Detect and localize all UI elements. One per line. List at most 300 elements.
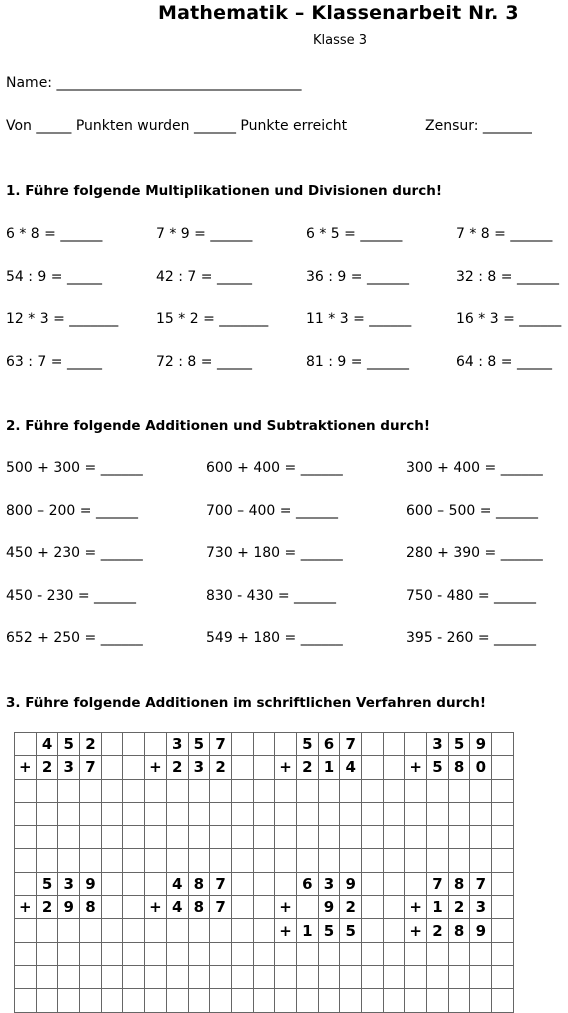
grid-cell[interactable]: [492, 826, 514, 849]
grid-cell[interactable]: 1: [318, 756, 340, 779]
grid-cell[interactable]: [15, 826, 37, 849]
grid-cell[interactable]: [123, 896, 145, 919]
grid-cell[interactable]: [427, 779, 449, 802]
grid-cell[interactable]: [123, 849, 145, 872]
grid-cell[interactable]: [470, 965, 492, 988]
grid-cell[interactable]: 9: [318, 896, 340, 919]
grid-cell[interactable]: [296, 965, 318, 988]
grid-cell[interactable]: +: [15, 756, 37, 779]
grid-cell[interactable]: [383, 872, 405, 895]
grid-cell[interactable]: [188, 826, 210, 849]
math-problem[interactable]: 42 : 7 = _____: [156, 269, 252, 285]
grid-cell[interactable]: [36, 989, 58, 1012]
grid-cell[interactable]: [15, 779, 37, 802]
grid-cell[interactable]: [123, 919, 145, 942]
grid-cell[interactable]: [275, 802, 297, 825]
grid-cell[interactable]: [58, 989, 80, 1012]
grid-cell[interactable]: [318, 989, 340, 1012]
grid-cell[interactable]: [80, 965, 102, 988]
grid-cell[interactable]: [427, 965, 449, 988]
math-problem[interactable]: 500 + 300 = ______: [6, 460, 143, 476]
grid-cell[interactable]: [101, 779, 123, 802]
grid-cell[interactable]: [58, 779, 80, 802]
grid-cell[interactable]: [405, 942, 427, 965]
grid-cell[interactable]: [405, 733, 427, 756]
grid-cell[interactable]: [492, 896, 514, 919]
grid-cell[interactable]: [318, 965, 340, 988]
grid-cell[interactable]: 3: [188, 756, 210, 779]
grid-cell[interactable]: [145, 965, 167, 988]
grid-cell[interactable]: [101, 942, 123, 965]
grid-cell[interactable]: 0: [470, 756, 492, 779]
grid-cell[interactable]: [296, 896, 318, 919]
math-problem[interactable]: 830 - 430 = ______: [206, 588, 337, 604]
grid-cell[interactable]: [101, 919, 123, 942]
math-problem[interactable]: 300 + 400 = ______: [406, 460, 543, 476]
grid-cell[interactable]: 2: [166, 756, 188, 779]
grid-cell[interactable]: [383, 919, 405, 942]
grid-cell[interactable]: 3: [58, 872, 80, 895]
grid-cell[interactable]: 3: [470, 896, 492, 919]
grid-cell[interactable]: 7: [210, 872, 232, 895]
math-problem[interactable]: 36 : 9 = ______: [306, 269, 409, 285]
grid-cell[interactable]: 9: [80, 872, 102, 895]
grid-cell[interactable]: [101, 802, 123, 825]
grid-cell[interactable]: 8: [188, 872, 210, 895]
math-problem[interactable]: 7 * 9 = ______: [156, 226, 253, 242]
math-problem[interactable]: 652 + 250 = ______: [6, 630, 143, 646]
grid-cell[interactable]: [36, 849, 58, 872]
grid-cell[interactable]: [210, 942, 232, 965]
grid-cell[interactable]: [296, 802, 318, 825]
math-problem[interactable]: 450 - 230 = ______: [6, 588, 137, 604]
grid-cell[interactable]: 6: [318, 733, 340, 756]
math-problem[interactable]: 549 + 180 = ______: [206, 630, 343, 646]
grid-cell[interactable]: [318, 779, 340, 802]
grid-cell[interactable]: [210, 965, 232, 988]
grid-cell[interactable]: [296, 826, 318, 849]
grid-cell[interactable]: [231, 826, 253, 849]
grid-cell[interactable]: [58, 942, 80, 965]
grid-cell[interactable]: [36, 802, 58, 825]
grid-cell[interactable]: [15, 989, 37, 1012]
grid-cell[interactable]: +: [405, 756, 427, 779]
grid-cell[interactable]: [101, 896, 123, 919]
math-problem[interactable]: 64 : 8 = _____: [456, 354, 552, 370]
grid-cell[interactable]: [166, 989, 188, 1012]
grid-cell[interactable]: [188, 989, 210, 1012]
grid-cell[interactable]: [427, 989, 449, 1012]
grid-cell[interactable]: 9: [470, 919, 492, 942]
grid-cell[interactable]: [253, 872, 275, 895]
grid-cell[interactable]: [448, 802, 470, 825]
grid-cell[interactable]: 5: [448, 733, 470, 756]
grid-cell[interactable]: [253, 779, 275, 802]
grid-cell[interactable]: 2: [80, 733, 102, 756]
grid-cell[interactable]: [101, 872, 123, 895]
math-problem[interactable]: 12 * 3 = _______: [6, 311, 119, 327]
grid-cell[interactable]: [145, 733, 167, 756]
grid-cell[interactable]: [231, 849, 253, 872]
grid-cell[interactable]: [101, 826, 123, 849]
grid-cell[interactable]: 7: [470, 872, 492, 895]
grid-cell[interactable]: [448, 849, 470, 872]
grade-field[interactable]: Zensur: _______: [425, 118, 532, 134]
grid-cell[interactable]: [383, 849, 405, 872]
grid-cell[interactable]: [275, 872, 297, 895]
grid-cell[interactable]: [166, 779, 188, 802]
grid-cell[interactable]: [383, 733, 405, 756]
grid-cell[interactable]: [80, 849, 102, 872]
grid-cell[interactable]: +: [275, 896, 297, 919]
grid-cell[interactable]: +: [145, 896, 167, 919]
math-problem[interactable]: 800 – 200 = ______: [6, 503, 138, 519]
grid-cell[interactable]: [427, 826, 449, 849]
grid-cell[interactable]: [470, 849, 492, 872]
grid-cell[interactable]: [275, 779, 297, 802]
grid-cell[interactable]: [340, 965, 362, 988]
grid-cell[interactable]: 5: [318, 919, 340, 942]
grid-cell[interactable]: 4: [166, 896, 188, 919]
grid-cell[interactable]: [470, 942, 492, 965]
grid-cell[interactable]: [15, 942, 37, 965]
math-problem[interactable]: 81 : 9 = ______: [306, 354, 409, 370]
grid-cell[interactable]: [362, 826, 384, 849]
grid-cell[interactable]: [296, 942, 318, 965]
grid-cell[interactable]: [166, 965, 188, 988]
math-problem[interactable]: 600 + 400 = ______: [206, 460, 343, 476]
grid-cell[interactable]: [253, 849, 275, 872]
grid-cell[interactable]: [210, 826, 232, 849]
grid-cell[interactable]: +: [405, 896, 427, 919]
grid-cell[interactable]: 9: [58, 896, 80, 919]
name-field[interactable]: Name: ___________________________________: [6, 75, 302, 91]
grid-cell[interactable]: 3: [58, 756, 80, 779]
grid-cell[interactable]: [383, 942, 405, 965]
grid-cell[interactable]: [492, 942, 514, 965]
grid-cell[interactable]: +: [15, 896, 37, 919]
grid-cell[interactable]: [58, 849, 80, 872]
grid-cell[interactable]: [318, 942, 340, 965]
grid-cell[interactable]: [492, 965, 514, 988]
grid-cell[interactable]: [231, 733, 253, 756]
grid-cell[interactable]: 5: [296, 733, 318, 756]
math-problem[interactable]: 750 - 480 = ______: [406, 588, 537, 604]
grid-cell[interactable]: 7: [210, 896, 232, 919]
grid-cell[interactable]: [470, 989, 492, 1012]
math-problem[interactable]: 450 + 230 = ______: [6, 545, 143, 561]
grid-cell[interactable]: [362, 989, 384, 1012]
grid-cell[interactable]: [80, 779, 102, 802]
grid-cell[interactable]: 8: [448, 919, 470, 942]
grid-cell[interactable]: [80, 919, 102, 942]
grid-cell[interactable]: [253, 802, 275, 825]
grid-cell[interactable]: [58, 965, 80, 988]
grid-cell[interactable]: [362, 942, 384, 965]
grid-cell[interactable]: 9: [470, 733, 492, 756]
grid-cell[interactable]: +: [405, 919, 427, 942]
math-problem[interactable]: 15 * 2 = _______: [156, 311, 269, 327]
grid-cell[interactable]: [383, 826, 405, 849]
grid-cell[interactable]: [362, 965, 384, 988]
grid-cell[interactable]: [492, 733, 514, 756]
math-problem[interactable]: 16 * 3 = ______: [456, 311, 562, 327]
grid-cell[interactable]: 4: [36, 733, 58, 756]
grid-cell[interactable]: 5: [58, 733, 80, 756]
grid-cell[interactable]: [405, 826, 427, 849]
grid-cell[interactable]: 5: [36, 872, 58, 895]
grid-cell[interactable]: [470, 779, 492, 802]
grid-cell[interactable]: [275, 826, 297, 849]
grid-cell[interactable]: [362, 802, 384, 825]
grid-cell[interactable]: 1: [296, 919, 318, 942]
grid-cell[interactable]: [275, 989, 297, 1012]
grid-cell[interactable]: [231, 756, 253, 779]
grid-cell[interactable]: [362, 733, 384, 756]
math-problem[interactable]: 54 : 9 = _____: [6, 269, 102, 285]
grid-cell[interactable]: [448, 779, 470, 802]
grid-cell[interactable]: [362, 919, 384, 942]
grid-cell[interactable]: 7: [340, 733, 362, 756]
grid-cell[interactable]: [492, 802, 514, 825]
grid-cell[interactable]: [253, 989, 275, 1012]
grid-cell[interactable]: 8: [188, 896, 210, 919]
grid-cell[interactable]: [427, 942, 449, 965]
grid-cell[interactable]: [188, 779, 210, 802]
grid-cell[interactable]: [80, 802, 102, 825]
grid-cell[interactable]: 2: [296, 756, 318, 779]
grid-cell[interactable]: [231, 919, 253, 942]
grid-cell[interactable]: [405, 779, 427, 802]
math-problem[interactable]: 6 * 8 = ______: [6, 226, 103, 242]
grid-cell[interactable]: [123, 733, 145, 756]
grid-cell[interactable]: 5: [427, 756, 449, 779]
math-problem[interactable]: 700 – 400 = ______: [206, 503, 338, 519]
grid-cell[interactable]: [492, 872, 514, 895]
grid-cell[interactable]: [123, 942, 145, 965]
grid-cell[interactable]: [166, 826, 188, 849]
grid-cell[interactable]: [166, 919, 188, 942]
math-problem[interactable]: 72 : 8 = _____: [156, 354, 252, 370]
grid-cell[interactable]: [296, 849, 318, 872]
grid-cell[interactable]: [253, 919, 275, 942]
grid-cell[interactable]: [340, 779, 362, 802]
grid-cell[interactable]: [362, 849, 384, 872]
grid-cell[interactable]: [123, 779, 145, 802]
grid-cell[interactable]: [80, 826, 102, 849]
grid-cell[interactable]: +: [275, 919, 297, 942]
grid-cell[interactable]: [318, 826, 340, 849]
grid-cell[interactable]: [383, 896, 405, 919]
grid-cell[interactable]: [166, 802, 188, 825]
math-problem[interactable]: 6 * 5 = ______: [306, 226, 403, 242]
grid-cell[interactable]: [58, 802, 80, 825]
grid-cell[interactable]: [145, 872, 167, 895]
grid-cell[interactable]: 8: [448, 756, 470, 779]
grid-cell[interactable]: [123, 802, 145, 825]
grid-cell[interactable]: [145, 779, 167, 802]
grid-cell[interactable]: [448, 942, 470, 965]
grid-cell[interactable]: 3: [166, 733, 188, 756]
grid-cell[interactable]: [427, 849, 449, 872]
grid-cell[interactable]: [231, 896, 253, 919]
grid-cell[interactable]: [231, 802, 253, 825]
grid-cell[interactable]: [405, 965, 427, 988]
grid-cell[interactable]: [210, 849, 232, 872]
grid-cell[interactable]: 9: [340, 872, 362, 895]
grid-cell[interactable]: 2: [36, 756, 58, 779]
grid-cell[interactable]: [383, 756, 405, 779]
math-problem[interactable]: 7 * 8 = ______: [456, 226, 553, 242]
grid-cell[interactable]: 5: [188, 733, 210, 756]
grid-cell[interactable]: [145, 942, 167, 965]
grid-cell[interactable]: [231, 989, 253, 1012]
grid-cell[interactable]: [340, 802, 362, 825]
grid-cell[interactable]: [253, 942, 275, 965]
grid-cell[interactable]: [405, 989, 427, 1012]
grid-cell[interactable]: 8: [80, 896, 102, 919]
grid-cell[interactable]: [15, 849, 37, 872]
grid-cell[interactable]: [101, 733, 123, 756]
grid-cell[interactable]: 3: [318, 872, 340, 895]
grid-cell[interactable]: [231, 965, 253, 988]
grid-cell[interactable]: [101, 989, 123, 1012]
grid-cell[interactable]: [405, 872, 427, 895]
grid-cell[interactable]: [231, 779, 253, 802]
grid-cell[interactable]: [340, 989, 362, 1012]
grid-cell[interactable]: 8: [448, 872, 470, 895]
grid-cell[interactable]: [362, 756, 384, 779]
math-problem[interactable]: 11 * 3 = ______: [306, 311, 412, 327]
grid-cell[interactable]: [275, 965, 297, 988]
grid-cell[interactable]: [448, 965, 470, 988]
grid-cell[interactable]: [36, 965, 58, 988]
grid-cell[interactable]: [101, 965, 123, 988]
grid-cell[interactable]: [470, 826, 492, 849]
grid-cell[interactable]: [123, 756, 145, 779]
grid-cell[interactable]: [15, 872, 37, 895]
grid-cell[interactable]: [448, 989, 470, 1012]
grid-cell[interactable]: +: [275, 756, 297, 779]
grid-cell[interactable]: [36, 826, 58, 849]
grid-cell[interactable]: 7: [427, 872, 449, 895]
grid-cell[interactable]: [145, 849, 167, 872]
grid-cell[interactable]: 2: [427, 919, 449, 942]
grid-cell[interactable]: [383, 779, 405, 802]
grid-cell[interactable]: [166, 942, 188, 965]
grid-cell[interactable]: [492, 849, 514, 872]
math-problem[interactable]: 600 – 500 = ______: [406, 503, 538, 519]
grid-cell[interactable]: [253, 826, 275, 849]
math-problem[interactable]: 32 : 8 = ______: [456, 269, 559, 285]
grid-cell[interactable]: [123, 965, 145, 988]
grid-cell[interactable]: [58, 826, 80, 849]
grid-cell[interactable]: [188, 919, 210, 942]
grid-cell[interactable]: [188, 965, 210, 988]
score-field[interactable]: Von _____ Punkten wurden ______ Punkte erreicht: [6, 118, 348, 134]
grid-cell[interactable]: 1: [427, 896, 449, 919]
grid-cell[interactable]: [15, 919, 37, 942]
grid-cell[interactable]: [340, 849, 362, 872]
grid-cell[interactable]: [15, 802, 37, 825]
grid-cell[interactable]: 4: [166, 872, 188, 895]
math-problem[interactable]: 63 : 7 = _____: [6, 354, 102, 370]
grid-cell[interactable]: [145, 826, 167, 849]
grid-cell[interactable]: 3: [427, 733, 449, 756]
grid-cell[interactable]: [492, 919, 514, 942]
grid-cell[interactable]: [296, 779, 318, 802]
grid-cell[interactable]: [340, 826, 362, 849]
grid-cell[interactable]: [36, 779, 58, 802]
grid-cell[interactable]: [362, 872, 384, 895]
grid-cell[interactable]: [318, 802, 340, 825]
grid-cell[interactable]: [253, 733, 275, 756]
grid-cell[interactable]: [383, 802, 405, 825]
grid-cell[interactable]: [123, 826, 145, 849]
grid-cell[interactable]: [383, 965, 405, 988]
grid-cell[interactable]: [275, 733, 297, 756]
grid-cell[interactable]: [123, 872, 145, 895]
grid-cell[interactable]: [145, 919, 167, 942]
grid-cell[interactable]: [231, 942, 253, 965]
grid-cell[interactable]: [318, 849, 340, 872]
grid-cell[interactable]: [448, 826, 470, 849]
grid-cell[interactable]: [275, 849, 297, 872]
grid-cell[interactable]: [188, 802, 210, 825]
grid-cell[interactable]: [405, 849, 427, 872]
grid-cell[interactable]: 7: [210, 733, 232, 756]
grid-cell[interactable]: [362, 779, 384, 802]
grid-cell[interactable]: [231, 872, 253, 895]
grid-cell[interactable]: [253, 896, 275, 919]
grid-cell[interactable]: [383, 989, 405, 1012]
grid-cell[interactable]: [492, 779, 514, 802]
grid-cell[interactable]: [492, 989, 514, 1012]
grid-cell[interactable]: 5: [340, 919, 362, 942]
grid-cell[interactable]: 6: [296, 872, 318, 895]
grid-cell[interactable]: [253, 965, 275, 988]
grid-cell[interactable]: [101, 756, 123, 779]
grid-cell[interactable]: [166, 849, 188, 872]
grid-cell[interactable]: [101, 849, 123, 872]
grid-cell[interactable]: 4: [340, 756, 362, 779]
grid-cell[interactable]: [427, 802, 449, 825]
grid-cell[interactable]: [210, 802, 232, 825]
grid-cell[interactable]: [145, 989, 167, 1012]
grid-cell[interactable]: [123, 989, 145, 1012]
grid-cell[interactable]: [210, 779, 232, 802]
grid-cell[interactable]: [15, 965, 37, 988]
grid-cell[interactable]: [275, 942, 297, 965]
grid-cell[interactable]: 2: [210, 756, 232, 779]
grid-cell[interactable]: 2: [36, 896, 58, 919]
grid-cell[interactable]: [492, 756, 514, 779]
grid-cell[interactable]: 2: [448, 896, 470, 919]
grid-cell[interactable]: [296, 989, 318, 1012]
grid-cell[interactable]: 2: [340, 896, 362, 919]
grid-cell[interactable]: [340, 942, 362, 965]
grid-cell[interactable]: [15, 733, 37, 756]
grid-cell[interactable]: [36, 942, 58, 965]
grid-cell[interactable]: [58, 919, 80, 942]
grid-cell[interactable]: [362, 896, 384, 919]
grid-cell[interactable]: [145, 802, 167, 825]
grid-cell[interactable]: [80, 989, 102, 1012]
grid-cell[interactable]: [210, 989, 232, 1012]
grid-cell[interactable]: [80, 942, 102, 965]
grid-cell[interactable]: [405, 802, 427, 825]
math-problem[interactable]: 395 - 260 = ______: [406, 630, 537, 646]
